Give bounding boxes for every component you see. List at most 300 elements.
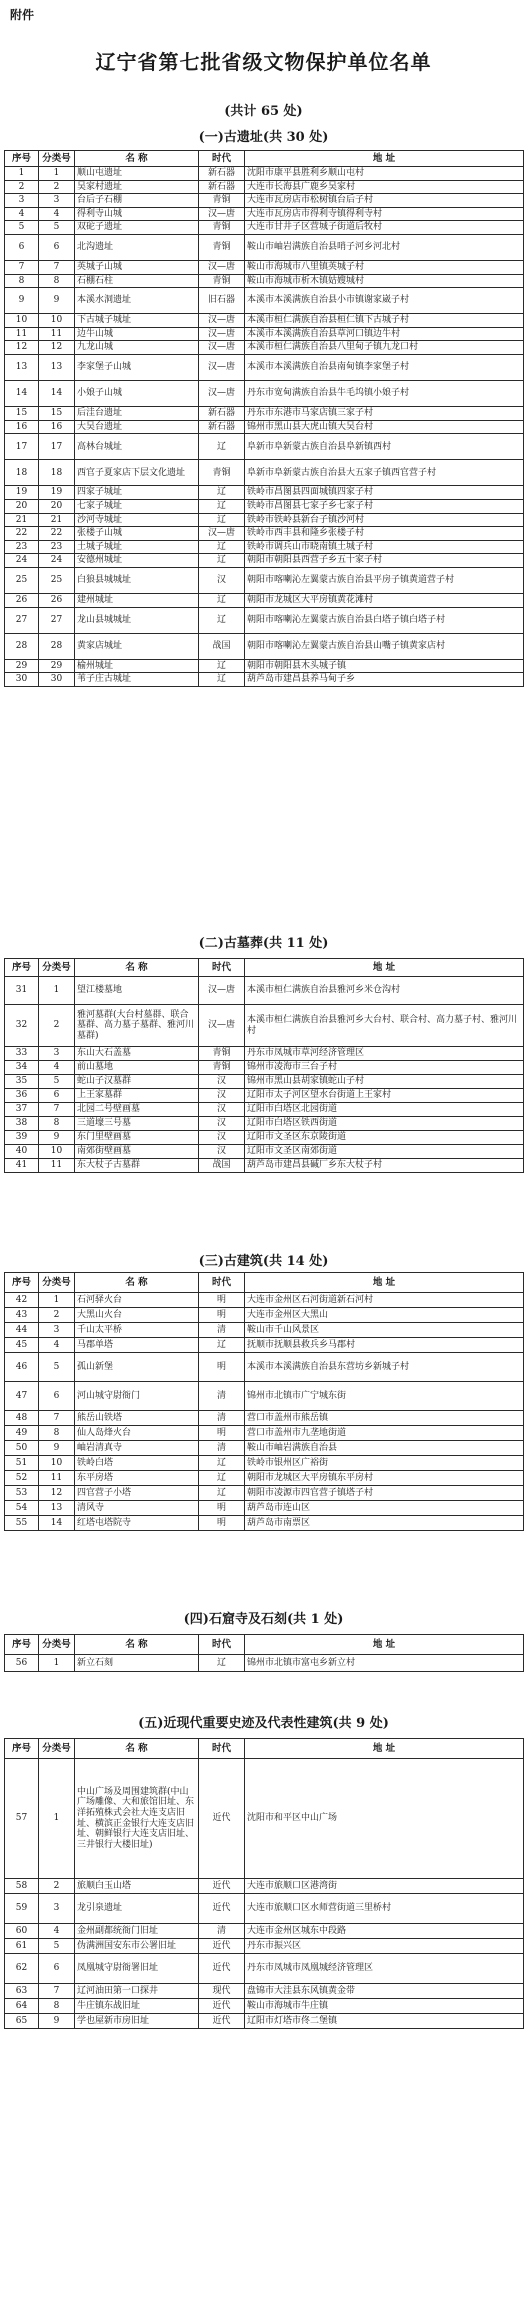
row-name: 建州城址 <box>75 593 199 607</box>
row-cat: 3 <box>39 1894 75 1924</box>
row-era: 辽 <box>199 434 245 460</box>
row-addr: 本溪市本溪满族自治县东营坊乡新城子村 <box>245 1353 524 1382</box>
row-seq: 35 <box>5 1075 39 1089</box>
table-row <box>5 1293 524 1308</box>
row-cat: 2 <box>39 180 75 194</box>
row-name: 铁岭白塔 <box>75 1456 199 1471</box>
row-name: 四家子城址 <box>75 486 199 500</box>
row-name: 西官子夏家店下层文化遗址 <box>75 460 199 486</box>
table-row <box>5 1426 524 1441</box>
row-era: 辽 <box>199 1338 245 1353</box>
row-cat: 10 <box>39 314 75 328</box>
row-cat: 4 <box>39 1924 75 1939</box>
row-name: 金州副都统衙门旧址 <box>75 1924 199 1939</box>
row-name: 大吴台遗址 <box>75 420 199 434</box>
row-seq: 29 <box>5 659 39 673</box>
row-seq: 61 <box>5 1939 39 1954</box>
table-row <box>5 607 524 633</box>
row-addr: 朝阳市喀喇沁左翼蒙古族自治县山嘴子镇黄家店村 <box>245 633 524 659</box>
row-cat: 29 <box>39 659 75 673</box>
row-cat: 21 <box>39 513 75 527</box>
header-addr: 地 址 <box>245 1635 524 1655</box>
row-era: 新石器 <box>199 420 245 434</box>
row-addr: 辽阳市白塔区铁西街道 <box>245 1117 524 1131</box>
row-addr: 鞍山市海城市析木镇姑嫂城村 <box>245 274 524 288</box>
header-name: 名 称 <box>75 1273 199 1293</box>
row-cat: 17 <box>39 434 75 460</box>
row-cat: 8 <box>39 274 75 288</box>
row-name: 高林台城址 <box>75 434 199 460</box>
row-seq: 38 <box>5 1117 39 1131</box>
row-name: 张楼子山城 <box>75 527 199 541</box>
row-era: 汉—唐 <box>199 1005 245 1047</box>
header-era: 时代 <box>199 151 245 167</box>
row-addr: 铁岭市铁岭县新台子镇沙河村 <box>245 513 524 527</box>
row-addr: 大连市甘井子区营城子街道后牧村 <box>245 221 524 235</box>
row-name: 四官营子小塔 <box>75 1486 199 1501</box>
row-name: 龙山县城城址 <box>75 607 199 633</box>
row-name: 七家子城址 <box>75 499 199 513</box>
row-cat: 10 <box>39 1145 75 1159</box>
row-era: 清 <box>199 1924 245 1939</box>
row-cat: 22 <box>39 527 75 541</box>
header-cat: 分类号 <box>39 1739 75 1759</box>
header-addr: 地 址 <box>245 959 524 977</box>
row-seq: 20 <box>5 499 39 513</box>
row-era: 汉 <box>199 1145 245 1159</box>
row-addr: 本溪市本溪满族自治县小市镇谢家崴子村 <box>245 288 524 314</box>
table-row <box>5 1117 524 1131</box>
row-cat: 25 <box>39 567 75 593</box>
row-era: 现代 <box>199 1984 245 1999</box>
row-era: 汉—唐 <box>199 261 245 275</box>
table-row <box>5 513 524 527</box>
row-seq: 52 <box>5 1471 39 1486</box>
row-cat: 13 <box>39 1501 75 1516</box>
row-era: 清 <box>199 1323 245 1338</box>
row-seq: 39 <box>5 1131 39 1145</box>
row-seq: 25 <box>5 567 39 593</box>
row-seq: 40 <box>5 1145 39 1159</box>
row-name: 新立石刻 <box>75 1655 199 1672</box>
row-seq: 64 <box>5 1999 39 2014</box>
table-row <box>5 633 524 659</box>
table-row <box>5 554 524 568</box>
row-addr: 辽阳市灯塔市佟二堡镇 <box>245 2014 524 2029</box>
row-cat: 1 <box>39 1655 75 1672</box>
row-name: 千山太平桥 <box>75 1323 199 1338</box>
row-addr: 丹东市凤城市草河经济管理区 <box>245 1047 524 1061</box>
row-cat: 1 <box>39 1293 75 1308</box>
row-addr: 本溪市本溪满族自治县南甸镇李家堡子村 <box>245 355 524 381</box>
table-row <box>5 314 524 328</box>
row-cat: 7 <box>39 1984 75 1999</box>
header-name: 名 称 <box>75 1739 199 1759</box>
row-name: 白狼县城城址 <box>75 567 199 593</box>
row-era: 辽 <box>199 607 245 633</box>
row-name: 小娘子山城 <box>75 381 199 407</box>
row-name: 石河驿火台 <box>75 1293 199 1308</box>
header-cat: 分类号 <box>39 1273 75 1293</box>
row-seq: 28 <box>5 633 39 659</box>
row-addr: 盘锦市大洼县东风镇黄金带 <box>245 1984 524 1999</box>
row-addr: 大连市旅顺口区港湾街 <box>245 1879 524 1894</box>
table-row <box>5 1456 524 1471</box>
row-name: 旅顺白玉山塔 <box>75 1879 199 1894</box>
row-addr: 锦州市黑山县大虎山镇大吴台村 <box>245 420 524 434</box>
table-row <box>5 1353 524 1382</box>
table-row <box>5 1411 524 1426</box>
row-addr: 鞍山市岫岩满族自治县哨子河乡河北村 <box>245 235 524 261</box>
table-header-row <box>5 1635 524 1655</box>
row-era: 汉—唐 <box>199 527 245 541</box>
row-cat: 11 <box>39 327 75 341</box>
row-addr: 朝阳市喀喇沁左翼蒙古族自治县平房子镇黄道营子村 <box>245 567 524 593</box>
row-addr: 营口市盖州市熊岳镇 <box>245 1411 524 1426</box>
row-cat: 5 <box>39 1353 75 1382</box>
document-title: 辽宁省第七批省级文物保护单位名单 <box>95 50 432 74</box>
row-addr: 本溪市桓仁满族自治县雅河乡大台村、联合村、高力墓子村、雅河川村 <box>245 1005 524 1047</box>
table-row <box>5 567 524 593</box>
table-row <box>5 1382 524 1411</box>
row-cat: 6 <box>39 235 75 261</box>
section-title: (二)古墓葬(共 11 处) <box>198 936 329 951</box>
row-cat: 14 <box>39 1516 75 1531</box>
row-addr: 大连市金州区大黑山 <box>245 1308 524 1323</box>
row-seq: 27 <box>5 607 39 633</box>
table-row <box>5 1759 524 1879</box>
header-name: 名 称 <box>75 1635 199 1655</box>
row-cat: 1 <box>39 167 75 181</box>
row-seq: 48 <box>5 1411 39 1426</box>
row-cat: 12 <box>39 341 75 355</box>
row-era: 辽 <box>199 486 245 500</box>
row-addr: 朝阳市龙城区大平房镇黄花滩村 <box>245 593 524 607</box>
row-cat: 15 <box>39 407 75 421</box>
table-row <box>5 274 524 288</box>
row-cat: 23 <box>39 540 75 554</box>
row-cat: 9 <box>39 1131 75 1145</box>
table-row <box>5 1103 524 1117</box>
row-era: 青铜 <box>199 1047 245 1061</box>
row-name: 龙引泉遗址 <box>75 1894 199 1924</box>
table-row <box>5 235 524 261</box>
row-seq: 36 <box>5 1089 39 1103</box>
row-seq: 13 <box>5 355 39 381</box>
row-era: 辽 <box>199 1456 245 1471</box>
table-row <box>5 1471 524 1486</box>
row-seq: 63 <box>5 1984 39 1999</box>
row-seq: 54 <box>5 1501 39 1516</box>
row-addr: 辽阳市文圣区东京陵街道 <box>245 1131 524 1145</box>
row-seq: 32 <box>5 1005 39 1047</box>
row-era: 新石器 <box>199 180 245 194</box>
row-addr: 本溪市桓仁满族自治县八里甸子镇九龙口村 <box>245 341 524 355</box>
table-row <box>5 327 524 341</box>
row-seq: 60 <box>5 1924 39 1939</box>
row-seq: 42 <box>5 1293 39 1308</box>
row-cat: 5 <box>39 1075 75 1089</box>
row-seq: 46 <box>5 1353 39 1382</box>
row-name: 边牛山城 <box>75 327 199 341</box>
header-seq: 序号 <box>5 151 39 167</box>
row-era: 汉 <box>199 1089 245 1103</box>
row-era: 青铜 <box>199 194 245 208</box>
row-name: 九龙山城 <box>75 341 199 355</box>
table-row <box>5 1655 524 1672</box>
row-era: 清 <box>199 1382 245 1411</box>
table-row <box>5 180 524 194</box>
row-cat: 3 <box>39 1047 75 1061</box>
row-seq: 50 <box>5 1441 39 1456</box>
row-seq: 49 <box>5 1426 39 1441</box>
row-cat: 2 <box>39 1005 75 1047</box>
table-row <box>5 1308 524 1323</box>
table-row <box>5 486 524 500</box>
table-row <box>5 221 524 235</box>
table-row <box>5 1145 524 1159</box>
row-name: 苇子庄古城址 <box>75 673 199 687</box>
row-era: 汉—唐 <box>199 977 245 1005</box>
row-cat: 5 <box>39 1939 75 1954</box>
row-addr: 鞍山市海城市八里镇英城子村 <box>245 261 524 275</box>
row-era: 汉—唐 <box>199 314 245 328</box>
row-era: 辽 <box>199 1655 245 1672</box>
row-seq: 24 <box>5 554 39 568</box>
row-addr: 铁岭市西丰县和隆乡张楼子村 <box>245 527 524 541</box>
row-cat: 14 <box>39 381 75 407</box>
row-seq: 15 <box>5 407 39 421</box>
row-era: 辽 <box>199 554 245 568</box>
row-cat: 13 <box>39 355 75 381</box>
row-name: 岫岩清真寺 <box>75 1441 199 1456</box>
row-era: 新石器 <box>199 167 245 181</box>
row-cat: 12 <box>39 1486 75 1501</box>
row-seq: 22 <box>5 527 39 541</box>
table-row <box>5 593 524 607</box>
row-era: 青铜 <box>199 235 245 261</box>
table-row <box>5 381 524 407</box>
row-era: 汉 <box>199 1117 245 1131</box>
row-seq: 44 <box>5 1323 39 1338</box>
row-cat: 9 <box>39 1441 75 1456</box>
row-era: 汉—唐 <box>199 207 245 221</box>
section-title: (五)近现代重要史迹及代表性建筑(共 9 处) <box>138 1716 389 1731</box>
row-era: 明 <box>199 1308 245 1323</box>
table-row <box>5 460 524 486</box>
row-addr: 本溪市桓仁满族自治县桓仁镇下古城子村 <box>245 314 524 328</box>
row-addr: 沈阳市康平县胜利乡顺山屯村 <box>245 167 524 181</box>
table-row <box>5 1999 524 2014</box>
row-name: 榆州城址 <box>75 659 199 673</box>
row-name: 台后子石棚 <box>75 194 199 208</box>
row-cat: 7 <box>39 1411 75 1426</box>
row-name: 下古城子城址 <box>75 314 199 328</box>
row-era: 青铜 <box>199 221 245 235</box>
row-seq: 62 <box>5 1954 39 1984</box>
row-seq: 17 <box>5 434 39 460</box>
table-row <box>5 288 524 314</box>
row-seq: 16 <box>5 420 39 434</box>
table-row <box>5 420 524 434</box>
document-total-count: (共计 65 处) <box>224 104 303 119</box>
heritage-table <box>4 1272 524 1531</box>
heritage-table <box>4 150 524 687</box>
row-name: 北园二号壁画墓 <box>75 1103 199 1117</box>
row-era: 战国 <box>199 633 245 659</box>
table-row <box>5 1879 524 1894</box>
row-cat: 1 <box>39 1759 75 1879</box>
row-addr: 葫芦岛市建昌县养马甸子乡 <box>245 673 524 687</box>
row-era: 近代 <box>199 1939 245 1954</box>
row-cat: 7 <box>39 261 75 275</box>
table-row <box>5 1159 524 1173</box>
row-addr: 朝阳市凌源市四官营子镇塔子村 <box>245 1486 524 1501</box>
row-name: 石棚石柱 <box>75 274 199 288</box>
row-addr: 大连市长海县广鹿乡吴家村 <box>245 180 524 194</box>
row-cat: 20 <box>39 499 75 513</box>
row-addr: 鞍山市海城市牛庄镇 <box>245 1999 524 2014</box>
row-era: 青铜 <box>199 1061 245 1075</box>
row-name: 顺山屯遗址 <box>75 167 199 181</box>
row-addr: 丹东市凤城市凤凰城经济管理区 <box>245 1954 524 1984</box>
row-name: 土城子城址 <box>75 540 199 554</box>
row-name: 南郊街壁画墓 <box>75 1145 199 1159</box>
header-cat: 分类号 <box>39 151 75 167</box>
row-name: 吴家村遗址 <box>75 180 199 194</box>
table-row <box>5 499 524 513</box>
table-row <box>5 207 524 221</box>
row-era: 明 <box>199 1353 245 1382</box>
row-addr: 鞍山市千山风景区 <box>245 1323 524 1338</box>
row-era: 汉 <box>199 1103 245 1117</box>
section-title: (四)石窟寺及石刻(共 1 处) <box>183 1612 344 1627</box>
table-row <box>5 1323 524 1338</box>
header-cat: 分类号 <box>39 959 75 977</box>
table-row <box>5 977 524 1005</box>
row-seq: 8 <box>5 274 39 288</box>
row-era: 旧石器 <box>199 288 245 314</box>
row-name: 熊岳山铁塔 <box>75 1411 199 1426</box>
row-addr: 铁岭市昌图县七家子乡七家子村 <box>245 499 524 513</box>
row-name: 马郡单塔 <box>75 1338 199 1353</box>
row-name: 雅河墓群(大台村墓群、联合墓群、高力墓子墓群、雅河川墓群) <box>75 1005 199 1047</box>
row-name: 英城子山城 <box>75 261 199 275</box>
table-row <box>5 1939 524 1954</box>
row-seq: 53 <box>5 1486 39 1501</box>
table-row <box>5 1984 524 1999</box>
row-addr: 铁岭市昌图县四面城镇四家子村 <box>245 486 524 500</box>
row-addr: 葫芦岛市建昌县碱厂乡东大杖子村 <box>245 1159 524 1173</box>
row-seq: 47 <box>5 1382 39 1411</box>
header-era: 时代 <box>199 1273 245 1293</box>
row-seq: 26 <box>5 593 39 607</box>
table-row <box>5 407 524 421</box>
table-row <box>5 341 524 355</box>
row-cat: 7 <box>39 1103 75 1117</box>
header-addr: 地 址 <box>245 151 524 167</box>
table-row <box>5 1061 524 1075</box>
row-cat: 6 <box>39 1382 75 1411</box>
header-era: 时代 <box>199 1739 245 1759</box>
row-seq: 19 <box>5 486 39 500</box>
table-row <box>5 1486 524 1501</box>
row-cat: 19 <box>39 486 75 500</box>
row-name: 后洼台遗址 <box>75 407 199 421</box>
attachment-label: 附件 <box>10 8 35 22</box>
row-era: 汉 <box>199 567 245 593</box>
row-name: 伪满洲国安东市公署旧址 <box>75 1939 199 1954</box>
row-cat: 4 <box>39 1061 75 1075</box>
row-addr: 朝阳市喀喇沁左翼蒙古族自治县白塔子镇白塔子村 <box>245 607 524 633</box>
table-header-row <box>5 1273 524 1293</box>
header-seq: 序号 <box>5 1273 39 1293</box>
heritage-table <box>4 1738 524 2029</box>
row-addr: 丹东市宽甸满族自治县牛毛坞镇小娘子村 <box>245 381 524 407</box>
row-seq: 21 <box>5 513 39 527</box>
row-addr: 营口市盖州市九垄地街道 <box>245 1426 524 1441</box>
row-era: 战国 <box>199 1159 245 1173</box>
row-seq: 65 <box>5 2014 39 2029</box>
row-addr: 葫芦岛市连山区 <box>245 1501 524 1516</box>
row-name: 孤山新堡 <box>75 1353 199 1382</box>
table-row <box>5 1075 524 1089</box>
row-era: 近代 <box>199 1879 245 1894</box>
row-cat: 10 <box>39 1456 75 1471</box>
table-row <box>5 355 524 381</box>
row-era: 清 <box>199 1411 245 1426</box>
row-cat: 4 <box>39 207 75 221</box>
heritage-table <box>4 958 524 1173</box>
header-cat: 分类号 <box>39 1635 75 1655</box>
row-name: 东山大石盖墓 <box>75 1047 199 1061</box>
header-addr: 地 址 <box>245 1739 524 1759</box>
header-seq: 序号 <box>5 1739 39 1759</box>
table-row <box>5 1047 524 1061</box>
row-cat: 8 <box>39 1426 75 1441</box>
row-name: 大黑山火台 <box>75 1308 199 1323</box>
row-cat: 8 <box>39 1999 75 2014</box>
row-seq: 59 <box>5 1894 39 1924</box>
row-seq: 45 <box>5 1338 39 1353</box>
table-row <box>5 659 524 673</box>
row-cat: 9 <box>39 288 75 314</box>
row-addr: 朝阳市朝阳县木头城子镇 <box>245 659 524 673</box>
table-row <box>5 1894 524 1924</box>
row-seq: 6 <box>5 235 39 261</box>
row-era: 近代 <box>199 1894 245 1924</box>
row-cat: 26 <box>39 593 75 607</box>
heritage-table <box>4 1634 524 1672</box>
row-era: 近代 <box>199 1954 245 1984</box>
row-name: 沙河寺城址 <box>75 513 199 527</box>
row-seq: 18 <box>5 460 39 486</box>
row-cat: 18 <box>39 460 75 486</box>
row-cat: 24 <box>39 554 75 568</box>
row-seq: 5 <box>5 221 39 235</box>
row-addr: 抚顺市抚顺县救兵乡马郡村 <box>245 1338 524 1353</box>
row-name: 辽河油田第一口探井 <box>75 1984 199 1999</box>
row-name: 北沟遗址 <box>75 235 199 261</box>
row-addr: 鞍山市岫岩满族自治县 <box>245 1441 524 1456</box>
row-addr: 大连市金州区城东中段路 <box>245 1924 524 1939</box>
row-cat: 2 <box>39 1879 75 1894</box>
row-era: 汉—唐 <box>199 341 245 355</box>
row-era: 辽 <box>199 513 245 527</box>
row-name: 牛庄镇东战旧址 <box>75 1999 199 2014</box>
row-era: 辽 <box>199 673 245 687</box>
row-addr: 锦州市北镇市广宁城东街 <box>245 1382 524 1411</box>
